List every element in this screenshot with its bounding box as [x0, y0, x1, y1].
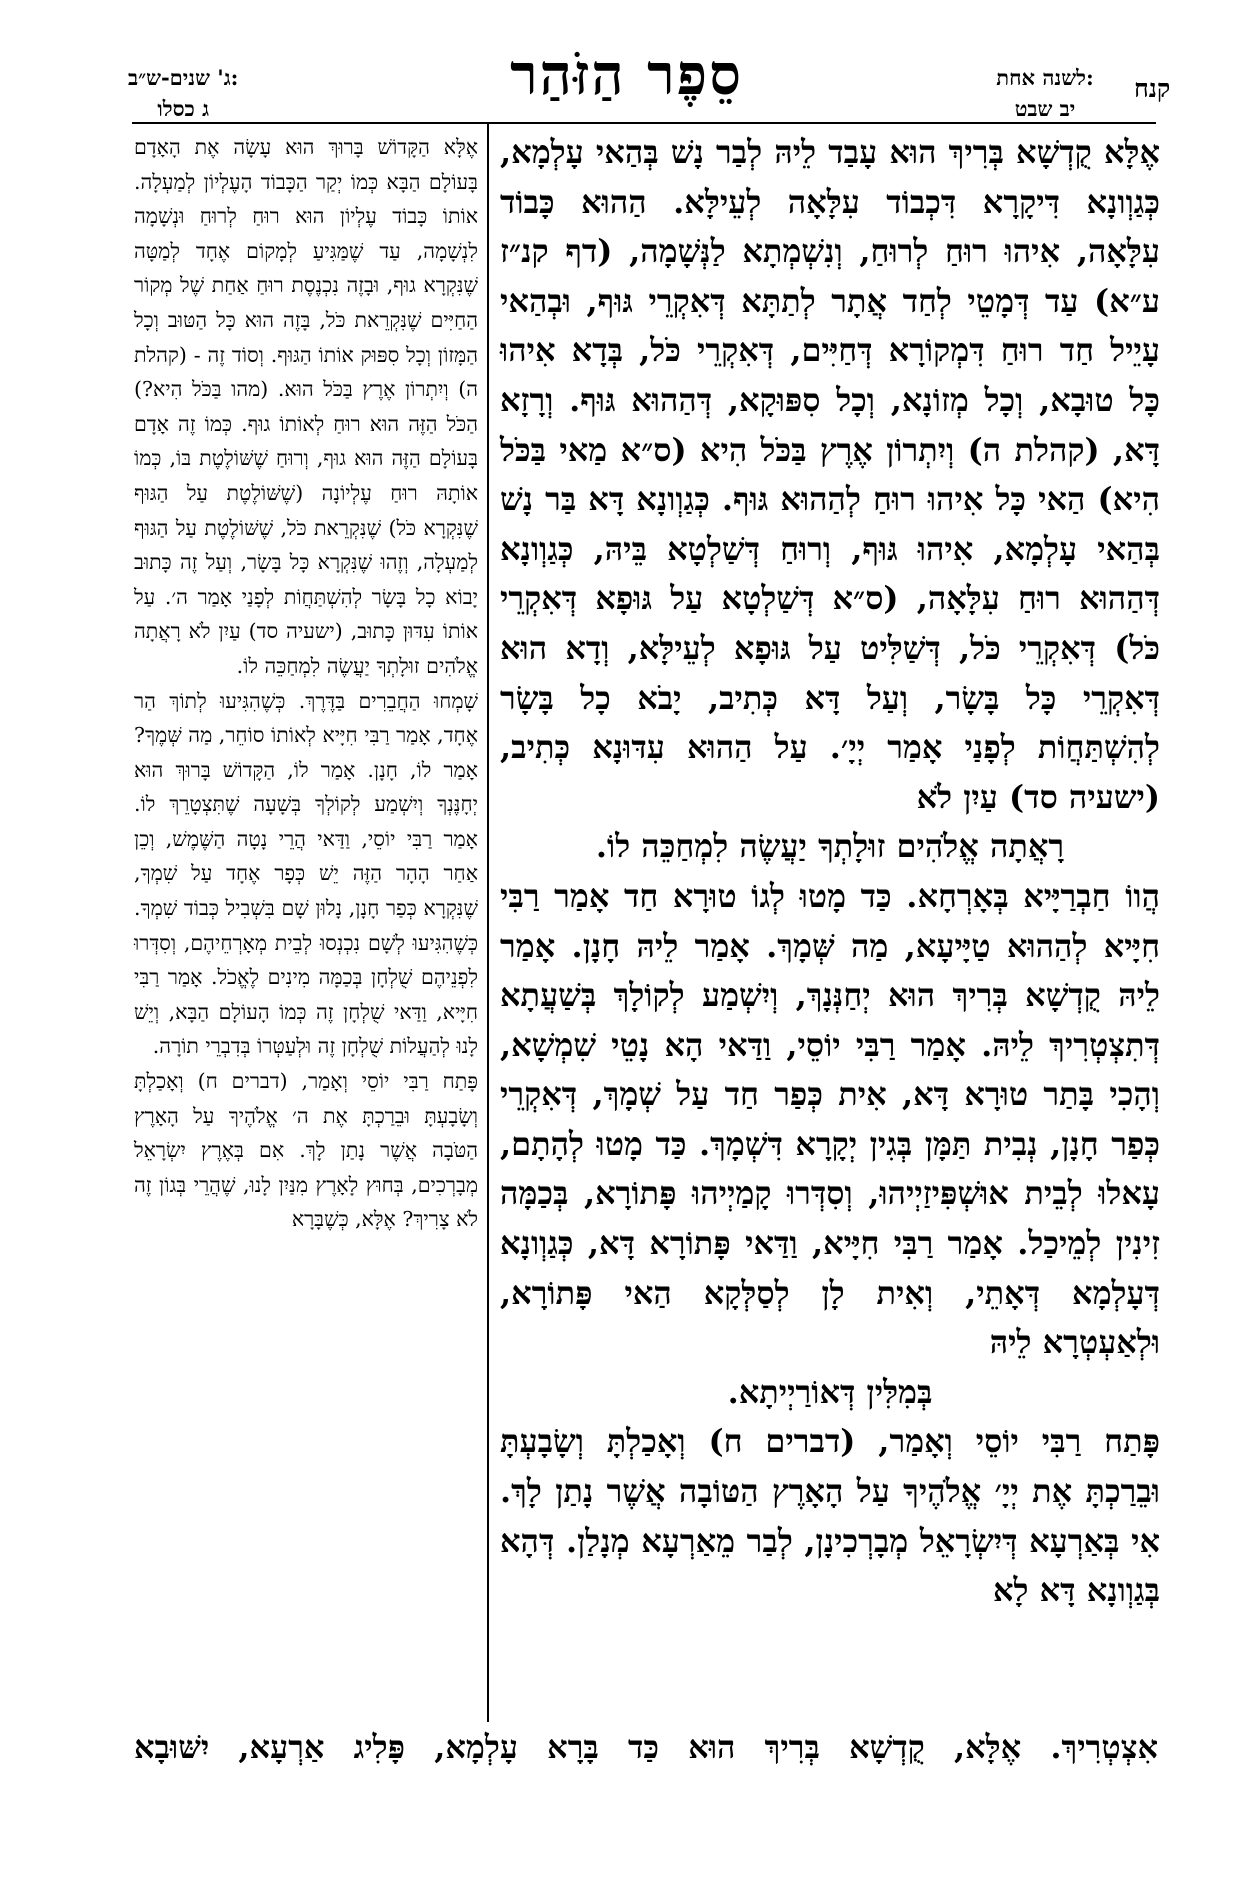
header-right-line1: לשנה אחת:: [996, 65, 1094, 90]
aramaic-paragraph-3: פָּתַח רַבִּי יוֹסֵי וְאָמַר, (דברים ח) וְאָכַלְתָּ וְשָׂבָעְתָּ וּבֵרַכְתָּ אֶת יְיָ׳ אֱלֹהֶיךָ עַל הָאָרֶץ הַטּוֹבָה אֲשֶׁר נָתַן לָךְ. אִי בְּאַרְעָא דְּיִשְׂרָאֵל מְבָרְכִינָן, לְבַר מֵאַרְעָא מְנָלַן. דְּהָא בְּגַוְונָא דָּא לָא: [500, 1422, 1160, 1610]
hebrew-paragraph-3: פָּתַח רַבִּי יוֹסֵי וְאָמַר, (דברים ח) וְאָכַלְתָּ וְשָׂבָעְתָּ וּבֵרַכְתָּ אֶת ה׳ אֱלֹהֶיךָ עַל הָאָרֶץ הַטֹּבָה אֲשֶׁר נָתַן לָךְ. אִם בְּאֶרֶץ יִשְׂרָאֵל מְבָרְכִים, בְּחוּץ לָאָרֶץ מִנַּיִן לָנוּ, שֶׁהֲרֵי בְּגוֹן זֶה לֹא צָרִיךְ? אֶלָּא, כְּשֶׁבָּרָא: [134, 1069, 478, 1232]
aramaic-paragraph-2: הֲווֹ חַבְרַיָּיא בְּאָרְחָא. כַּד מָטוּ לְגוֹ טוּרָא חַד אָמַר רַבִּי חִיָּיא לְהַהוּא טַיָּיעָא, מַה שְּׁמָךְ. אָמַר לֵיהּ חָנָן. אָמַר לֵיהּ קֻדְשָׁא בְּרִיךְ הוּא יְחַנְּנָךְ, וְיִשְׁמַע לְקוֹלָךְ בְּשַׁעֲתָא דְּתִצְטְרִיךְ לֵיהּ. אָמַר רַבִּי יוֹסֵי, וַדַּאי הָא נָטֵי שִׁמְשָׁא, וְהָכִי בָּתַר טוּרָא דָּא, אִית כְּפַר חַד עַל שְׁמָךְ, דְּאִקְרֵי כְּפַר חָנָן, נְבִית תַּמָּן בְּגִין יְקָרָא דִּשְׁמָךְ. כַּד מָטוּ לְהָתָם, עָאלוּ לְבֵית אוּשְׁפִּיזַיְיהוּ, וְסִדְּרוּ קָמַיְיהוּ פָּתוֹרָא, בְּכַמָּה זִינִין לְמֵיכַל. אָמַר רַבִּי חִיָּיא, וַדַּאי פָּתוֹרָא דָּא, כְּגַוְונָא דְּעָלְמָא דְּאָתֵי, וְאִית לָן לְסַלְּקָא הַאי פָּתוֹרָא, וּלְאַעְטְרָא לֵיהּ: [500, 876, 1160, 1362]
aramaic-paragraph-1-end: רָאֲתָה אֱלֹהִים זוּלָתְךָ יַעֲשֶׂה לִמְחַכֵּה לוֹ.: [595, 827, 1065, 866]
aramaic-paragraph-2-end: בְּמִלִּין דְּאוֹרַיְיתָא.: [727, 1372, 933, 1411]
header-left-line2: ג כסלו: [157, 96, 210, 121]
bottom-continuation-line: אִצְטְרִיךְ. אֶלָּא, קֻדְשָׁא בְּרִיךְ הוּא כַּד בָּרָא עָלְמָא, פָּלִיג אַרְעָא, יִשּׁוּבָא: [134, 1728, 1158, 1766]
hebrew-translation-column: [134, 130, 478, 1237]
header-right-info: [970, 62, 1120, 124]
hebrew-paragraph-2: שָׁמְחוּ הַחֲבֵרִים בַּדֶּרֶךְ. כְּשֶׁהִגִּיעוּ לְתוֹךְ הַר אֶחָד, אָמַר רַבִּי חִיָּיא לְאוֹתוֹ סוֹחֵר, מַה שְּׁמֶךָ? אָמַר לוֹ, חָנָן. אָמַר לוֹ, הַקָּדוֹשׁ בָּרוּךְ הוּא יְחָנֶּנְךָ וְיִשְׁמַע לְקוֹלְךָ בְּשָׁעָה שֶׁתִּצְטָרֵךְ לוֹ. אָמַר רַבִּי יוֹסֵי, וַדַּאי הֲרֵי נָטָה הַשֶּׁמֶשׁ, וְכֵן אַחַר הָהָר הַזֶּה יֵשׁ כְּפָר אֶחָד עַל שִׁמְךָ, שֶׁנִּקְרָא כְּפַר חָנָן, נָלוּן שָׁם בִּשְׁבִיל כְּבוֹד שִׁמְךָ. כְּשֶׁהִגִּיעוּ לְשָׁם נִכְנְסוּ לְבֵית מְאָרְחֵיהֶם, וְסִדְּרוּ לִפְנֵיהֶם שֻׁלְחָן בְּכַמָּה מִינִים לֶאֱכֹל. אָמַר רַבִּי חִיָּיא, וַדַּאי שֻׁלְחָן זֶה כְּמוֹ הָעוֹלָם הַבָּא, וְיֵשׁ לָנוּ לְהַעֲלוֹת שֻׁלְחָן זֶה וּלְעַטְּרוֹ בְּדִבְרֵי תוֹרָה.: [134, 688, 478, 1059]
page-header: [0, 0, 1253, 120]
column-divider: [487, 124, 489, 1722]
aramaic-text-column: [500, 128, 1160, 1616]
header-divider: [132, 122, 1156, 124]
header-left-line1: ג' שנים-ש״ב:: [128, 65, 239, 90]
page-number: קנח: [1134, 74, 1171, 103]
hebrew-paragraph-1: אֶלָּא הַקָּדוֹשׁ בָּרוּךְ הוּא עָשָׂה אֶת הָאָדָם בָּעוֹלָם הַבָּא כְּמוֹ יְקַר הַכָּבוֹד הָעֶלְיוֹן לְמַעְלָה. אוֹתוֹ כָּבוֹד עֶלְיוֹן הוּא רוּחַ לְרוּחַ וּנְשָׁמָה לִנְשָׁמָה, עַד שֶׁמַּגִּיעַ לְמָקוֹם אֶחָד לְמַטָּה שֶׁנִּקְרָא גוּף, וּבָזֶה נִכְנֶסֶת רוּחַ אַחַת שֶׁל מְקוֹר הַחַיִּים שֶׁנִּקְרֵאת כֹּל, בָּזֶה הוּא כָּל הַטּוּב וְכָל הַמָּזוֹן וְכָל סִפּוּק אוֹתוֹ הַגּוּף. וְסוֹד זֶה - (קהלת ה) וְיִתְרוֹן אֶרֶץ בַּכֹּל הוּא. (מהו בַּכֹּל הִיא?) הַכֹּל הַזֶּה הוּא רוּחַ לְאוֹתוֹ גוּף. כְּמוֹ זֶה אָדָם בָּעוֹלָם הַזֶּה הוּא גוּף, וְרוּחַ שֶׁשּׁוֹלֶטֶת בּוֹ, כְּמוֹ אוֹתָהּ רוּחַ עֶלְיוֹנָה (שֶׁשּׁוֹלֶטֶת עַל הַגּוּף שֶׁנִּקְרָא כֹּל) שֶׁנִּקְרֵאת כֹּל, שֶׁשּׁוֹלֶטֶת עַל הַגּוּף לְמַעְלָה, וְזֶהוּ שֶׁנִּקְרָא כָּל בָּשָׂר, וְעַל זֶה כָּתוּב יָבוֹא כָל בָּשָׂר לְהִשְׁתַּחֲוֹת לְפָנַי אָמַר ה׳. עַל אוֹתוֹ עִדּוּן כָּתוּב, (ישעיה סד) עַיִן לֹא רָאֲתָה אֱלֹהִים זוּלָתְךָ יַעֲשֶׂה לִמְחַכֵּה לוֹ.: [134, 135, 478, 678]
page-title: סֵפֶר הַזֹּהַר: [510, 42, 743, 108]
aramaic-paragraph-1: אֶלָּא קֻדְשָׁא בְּרִיךְ הוּא עָבַד לֵיהּ לְבַר נָשׁ בְּהַאי עָלְמָא, כְּגַוְונָא דִּיקָרָא דִּכְבוֹד עִלָּאָה לְעֵילָּא. הַהוּא כָּבוֹד עִלָּאָה, אִיהוּ רוּחַ לְרוּחַ, וְנִשְׁמְתָא לַנְּשָׁמָה, (דף קנ״ז ע״א) עַד דְּמָטֵי לְחַד אֲתָר לְתַתָּא דְּאִקְרֵי גּוּף, וּבְהַאי עָיֵיל חַד רוּחַ דִּמְקוֹרָא דְּחַיִּים, דְּאִקְרֵי כֹּל, בְּדָא אִיהוּ כָּל טוּבָא, וְכָל מְזוֹנָא, וְכָל סִפּוּקָא, דְּהַהוּא גּוּף. וְרָזָא דָּא, (קהלת ה) וְיִתְרוֹן אֶרֶץ בַּכֹּל הִיא (ס״א מַאי בַּכֹּל הִיא) הַאי כָּל אִיהוּ רוּחַ לְהַהוּא גּוּף. כְּגַוְונָא דָּא בַּר נָשׁ בְּהַאי עָלְמָא, אִיהוּ גּוּף, וְרוּחַ דְּשַׁלְטָא בֵּיהּ, כְּגַוְונָא דְּהַהוּא רוּחַ עִלָּאָה, (ס״א דְּשַׁלְטָא עַל גּוּפָא דְּאִקְרֵי כֹּל) דְּאִקְרֵי כֹּל, דְּשַׁלִּיט עַל גּוּפָא לְעֵילָּא, וְדָא הוּא דְּאִקְרֵי כָּל בָּשָׂר, וְעַל דָּא כְּתִיב, יָבֹא כָל בָּשָׂר לְהִשְׁתַּחֲוֹת לְפָנַי אָמַר יְיָ׳. עַל הַהוּא עִדּוּנָא כְּתִיב, (ישעיה סד) עַיִן לֹא: [500, 133, 1161, 816]
header-right-line2: יב שבט: [1014, 96, 1076, 121]
